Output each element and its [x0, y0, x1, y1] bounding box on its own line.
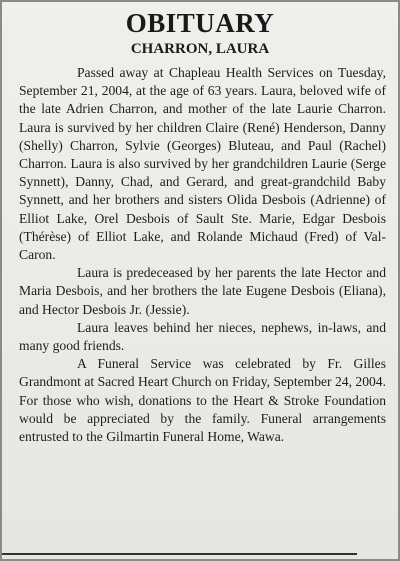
bottom-rule: [2, 553, 357, 555]
paragraph-funeral-service: A Funeral Service was celebrated by Fr. Gilles Grandmont at Sacred Heart Church on Friday, September 24, 2004. For those who wish, donations to the Heart & Stroke Foundation would be appreciated by the family. Funeral arrangements entrusted to the Gilmartin Funeral Home, Wawa.: [19, 356, 386, 445]
paragraph-predeceased: Laura is predeceased by her parents the late Hector and Maria Desbois, and her brothers the late Eugene Desbois (Eliana), and Hector Desbois Jr. (Jessie).: [19, 265, 386, 317]
paragraph-survivors: Passed away at Chapleau Health Services on Tuesday, September 21, 2004, at the age of 63 years. Laura, beloved wife of the late Adrien Charron, and mother of the late Laurie Charron. Laura is survived by her children Claire (René) Henderson, Danny (Shelly) Charron, Sylvie (Georges) Bluteau, and Paul (Rachel) Charron. Laura is also survived by her grandchildren Laurie (Serge Synnett), Danny, Chad, and Gerard, and great-grandchild Baby Synnett, and her brothers and sisters Olida Desbois (Adrienne) of Elliot Lake, Orel Desbois of Sault Ste. Marie, Edgar Desbois (Thérèse) of Elliot Lake, and Rolande Michaud (Fred) of Val-Caron.: [19, 65, 386, 263]
obituary-title: OBITUARY: [125, 8, 275, 38]
deceased-name: CHARRON, LAURA: [130, 41, 270, 57]
paragraph-leaves-behind: Laura leaves behind her nieces, nephews, in-laws, and many good friends.: [19, 319, 386, 354]
obituary-body: [19, 64, 386, 446]
obituary-heading: [2, 8, 398, 58]
